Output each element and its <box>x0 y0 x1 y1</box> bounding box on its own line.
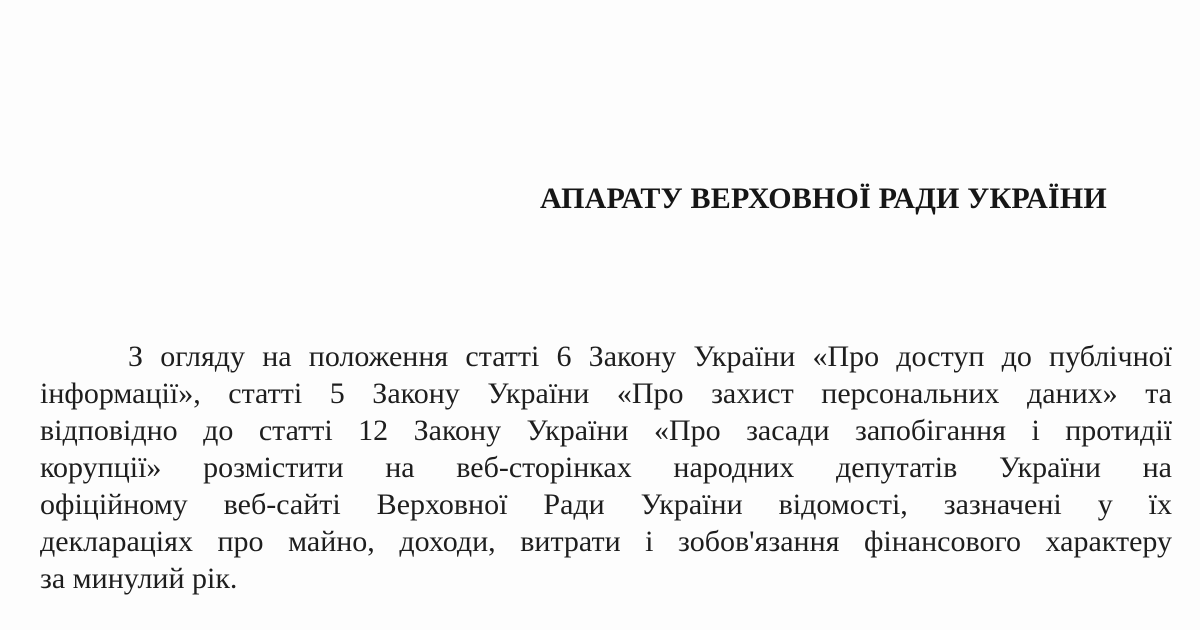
document-heading: АПАРАТУ ВЕРХОВНОЇ РАДИ УКРАЇНИ <box>540 182 1107 215</box>
paragraph-line: за минулий рік. <box>40 562 238 595</box>
document-paragraph <box>40 338 1172 597</box>
paragraph-line: інформації», статті 5 Закону України «Про захист персональних даних» та <box>40 377 1172 410</box>
paragraph-line: деклараціях про майно, доходи, витрати і зобов'язання фінансового характеру <box>40 525 1172 558</box>
paragraph-line: офіційному веб-сайті Верховної Ради України відомості, зазначені у їх <box>40 488 1172 521</box>
paragraph-line: відповідно до статті 12 Закону України «Про засади запобігання і протидії <box>40 414 1172 447</box>
paragraph-line: корупції» розмістити на веб-сторінках народних депутатів України на <box>40 451 1172 484</box>
paragraph-line: З огляду на положення статті 6 Закону України «Про доступ до публічної <box>128 340 1172 373</box>
